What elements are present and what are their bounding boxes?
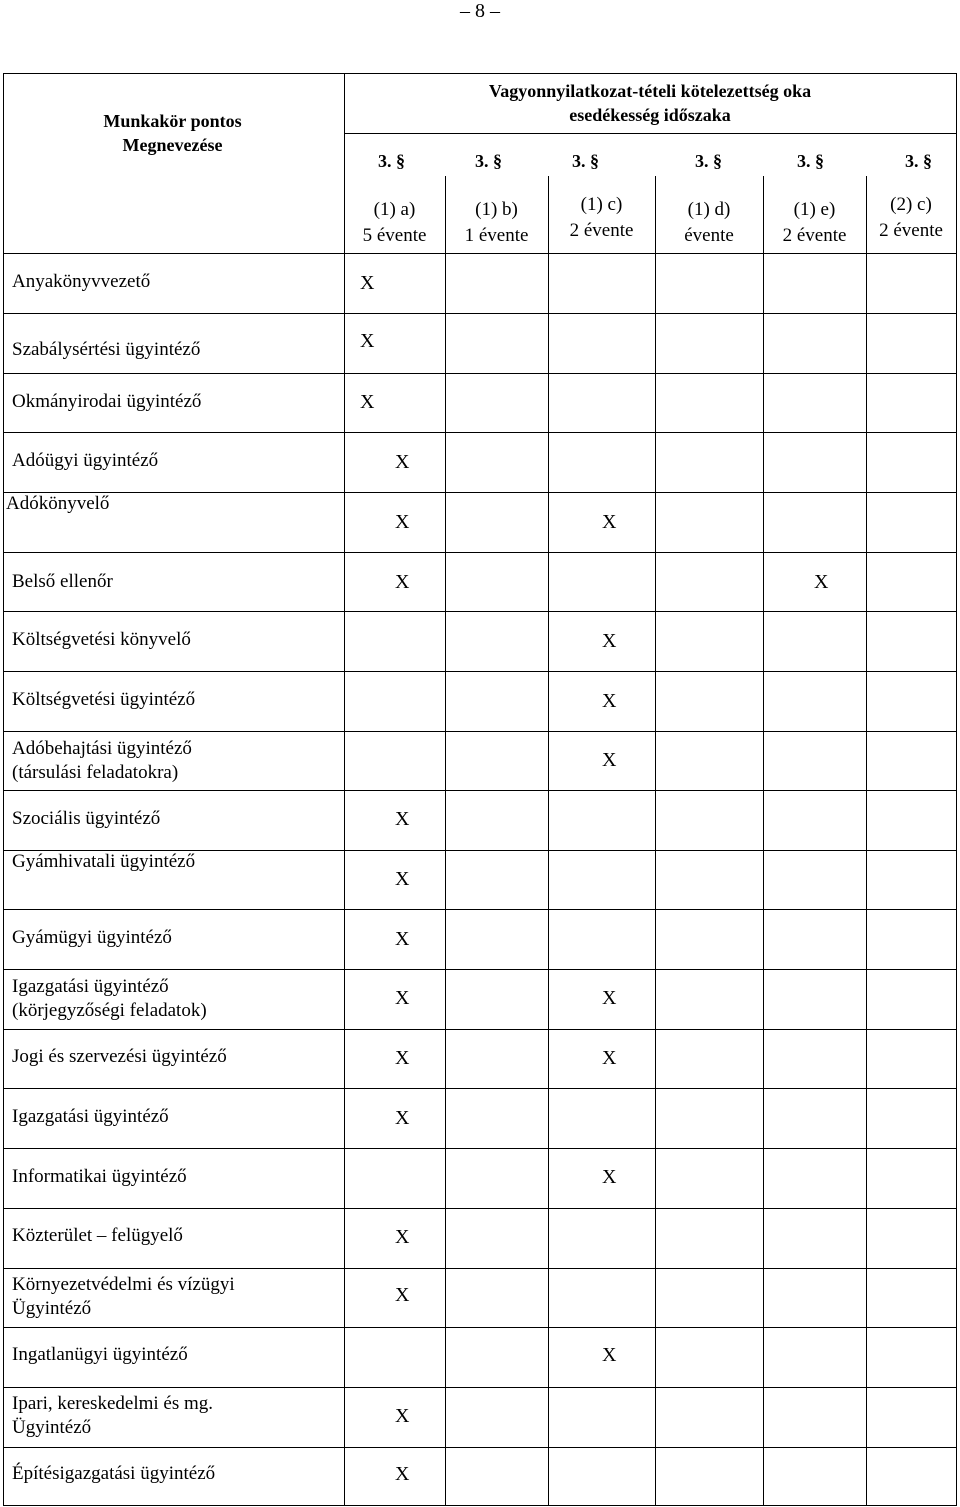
x-mark: X xyxy=(395,1107,410,1129)
row-label-line: (körjegyzőségi feladatok) xyxy=(12,1000,207,1021)
column-header-line: 2 évente xyxy=(569,220,634,241)
x-mark: X xyxy=(360,272,375,294)
row-label-line: Költségvetési könyvelő xyxy=(12,629,191,650)
row-label-line: Jogi és szervezési ügyintéző xyxy=(12,1046,227,1067)
x-mark: X xyxy=(602,987,617,1009)
column-header xyxy=(866,192,956,244)
position-header xyxy=(20,109,325,157)
column-header-line: 2 évente xyxy=(782,225,847,246)
row-rule xyxy=(3,1268,957,1269)
row-label-line: (társulási feladatokra) xyxy=(12,762,179,783)
table-top-border xyxy=(3,73,957,74)
x-mark: X xyxy=(602,690,617,712)
row-label-line: Gyámhivatali ügyintéző xyxy=(12,851,196,872)
column-header-line: (1) b) xyxy=(475,199,518,220)
x-mark: X xyxy=(395,451,410,473)
obligation-title-line: esedékesség időszaka xyxy=(569,105,731,125)
row-rule xyxy=(3,1088,957,1089)
section-reference: 3. § xyxy=(797,151,824,171)
row-label-line: Okmányirodai ügyintéző xyxy=(12,391,202,412)
row-label xyxy=(12,270,150,294)
column-divider xyxy=(763,176,764,1506)
column-header xyxy=(445,197,548,249)
position-header-line: Megnevezése xyxy=(122,135,223,155)
row-label xyxy=(12,807,160,831)
row-label xyxy=(12,390,201,414)
section-reference: 3. § xyxy=(475,151,502,171)
column-header-line: 2 évente xyxy=(879,220,943,241)
row-label-line: Szabálysértési ügyintéző xyxy=(12,339,201,360)
row-rule xyxy=(3,1447,957,1448)
row-rule xyxy=(3,611,957,612)
row-label xyxy=(12,1224,183,1248)
page-number: – 8 – xyxy=(460,0,500,22)
row-label-line: Gyámügyi ügyintéző xyxy=(12,927,172,948)
row-label-line: Ipari, kereskedelmi és mg. xyxy=(12,1393,214,1414)
x-mark: X xyxy=(602,1047,617,1069)
x-mark: X xyxy=(395,808,410,830)
column-header-line: (1) d) xyxy=(687,199,731,220)
row-rule xyxy=(3,671,957,672)
x-mark: X xyxy=(395,571,410,593)
x-mark: X xyxy=(602,511,617,533)
row-rule xyxy=(3,373,957,374)
row-label xyxy=(12,570,113,594)
row-rule xyxy=(3,1148,957,1149)
row-label xyxy=(6,492,109,516)
obligation-title-rule xyxy=(344,133,957,134)
row-label-line: Anyakönyvvezető xyxy=(12,271,151,292)
x-mark: X xyxy=(395,1226,410,1248)
column-header-line: (1) c) xyxy=(580,194,623,215)
x-mark: X xyxy=(395,987,410,1009)
row-label xyxy=(12,975,207,1023)
x-mark: X xyxy=(395,1284,410,1306)
section-reference: 3. § xyxy=(572,151,599,171)
row-label-line: Adókönyvelő xyxy=(6,493,110,514)
x-mark: X xyxy=(602,630,617,652)
row-label-line: Igazgatási ügyintéző xyxy=(12,1106,169,1127)
column-header-line: 5 évente xyxy=(362,225,427,246)
section-reference: 3. § xyxy=(378,151,405,171)
x-mark: X xyxy=(602,1166,617,1188)
x-mark: X xyxy=(395,1405,410,1427)
row-label-line: Igazgatási ügyintéző xyxy=(12,976,169,997)
x-mark: X xyxy=(360,391,375,413)
column-divider xyxy=(866,176,867,1506)
row-label xyxy=(12,1165,187,1189)
row-label-line: Informatikai ügyintéző xyxy=(12,1166,187,1187)
row-rule xyxy=(3,790,957,791)
x-mark: X xyxy=(395,1463,410,1485)
row-label-line: Belső ellenőr xyxy=(12,571,113,592)
row-rule xyxy=(3,1387,957,1388)
row-label xyxy=(12,1105,169,1129)
column-header xyxy=(763,197,866,249)
row-label xyxy=(12,737,192,785)
x-mark: X xyxy=(602,749,617,771)
row-label xyxy=(12,1462,215,1486)
row-rule xyxy=(3,909,957,910)
row-label xyxy=(12,1273,235,1321)
row-label xyxy=(12,338,200,362)
column-header-line: (1) a) xyxy=(373,199,416,220)
row-rule xyxy=(3,731,957,732)
obligation-title xyxy=(350,79,950,127)
row-label xyxy=(12,688,195,712)
row-label-line: Ingatlanügyi ügyintéző xyxy=(12,1344,188,1365)
column-divider xyxy=(445,176,446,1506)
row-rule xyxy=(3,1505,957,1506)
row-label xyxy=(12,628,191,652)
row-rule xyxy=(3,313,957,314)
row-rule xyxy=(3,253,957,254)
obligation-title-line: Vagyonnyilatkozat-tételi kötelezettség oka xyxy=(488,81,812,101)
x-mark: X xyxy=(395,928,410,950)
column-header-line: évente xyxy=(684,225,734,246)
section-reference: 3. § xyxy=(905,151,932,171)
row-label-line: Környezetvédelmi és vízügyi xyxy=(12,1274,235,1295)
row-label xyxy=(12,449,158,473)
position-header-line: Munkakör pontos xyxy=(103,111,242,131)
row-rule xyxy=(3,1208,957,1209)
column-divider xyxy=(548,176,549,1506)
row-label-line: Költségvetési ügyintéző xyxy=(12,689,196,710)
row-label-line: Ügyintéző xyxy=(12,1298,92,1319)
row-label xyxy=(12,850,195,874)
row-label-line: Közterület – felügyelő xyxy=(12,1225,183,1246)
row-label xyxy=(12,926,172,950)
row-rule xyxy=(3,552,957,553)
column-header-line: (2) c) xyxy=(890,194,932,215)
row-rule xyxy=(3,1029,957,1030)
row-rule xyxy=(3,1327,957,1328)
row-label xyxy=(12,1045,227,1069)
column-header xyxy=(548,192,655,244)
column-header-line: (1) e) xyxy=(793,199,836,220)
x-mark: X xyxy=(395,511,410,533)
row-rule xyxy=(3,432,957,433)
row-label xyxy=(12,1392,213,1440)
x-mark: X xyxy=(602,1344,617,1366)
column-header xyxy=(655,197,763,249)
row-label xyxy=(12,1343,188,1367)
row-label-line: Adóbehajtási ügyintéző xyxy=(12,738,192,759)
row-label-line: Ügyintéző xyxy=(12,1417,92,1438)
x-mark: X xyxy=(814,571,829,593)
row-label-line: Szociális ügyintéző xyxy=(12,808,161,829)
column-header xyxy=(344,197,445,249)
row-label-line: Adóügyi ügyintéző xyxy=(12,450,159,471)
row-label-line: Építésigazgatási ügyintéző xyxy=(12,1463,216,1484)
column-divider xyxy=(655,176,656,1506)
x-mark: X xyxy=(360,330,375,352)
row-rule xyxy=(3,492,957,493)
row-rule xyxy=(3,969,957,970)
section-reference: 3. § xyxy=(695,151,722,171)
column-header-line: 1 évente xyxy=(464,225,529,246)
x-mark: X xyxy=(395,1047,410,1069)
x-mark: X xyxy=(395,868,410,890)
